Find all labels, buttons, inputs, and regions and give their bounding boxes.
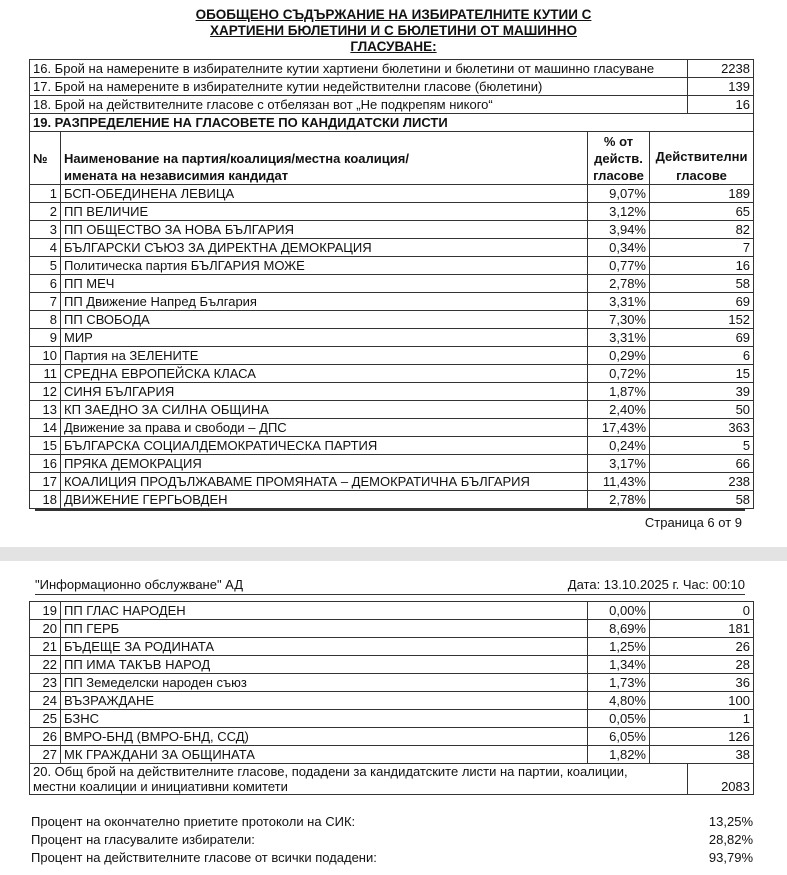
section-20-label-line2: местни коалиции и инициативни комитети xyxy=(33,779,288,794)
valid-votes: 152 xyxy=(650,311,754,329)
party-name: ДВИЖЕНИЕ ГЕРГЬОВДЕН xyxy=(61,491,588,509)
stat-value: 28,82% xyxy=(708,832,753,847)
vote-percentage: 1,87% xyxy=(588,383,650,401)
valid-votes: 189 xyxy=(650,185,754,203)
vote-percentage: 2,40% xyxy=(588,401,650,419)
vote-percentage: 4,80% xyxy=(588,692,650,710)
statistics-block xyxy=(31,813,753,867)
valid-votes: 58 xyxy=(650,275,754,293)
stat-label: Процент на гласувалите избиратели: xyxy=(31,832,255,847)
valid-votes: 1 xyxy=(650,710,754,728)
col-votes-header-line2: гласове xyxy=(676,168,727,183)
party-name: БЪДЕЩЕ ЗА РОДИНАТА xyxy=(61,638,588,656)
row-number: 3 xyxy=(30,221,61,239)
table-row xyxy=(30,656,754,674)
row-number: 27 xyxy=(30,746,61,764)
summary-label: 16. Брой на намерените в избирателните кутии хартиени бюлетини и бюлетини от машинно гласуване xyxy=(30,60,688,78)
party-name: КОАЛИЦИЯ ПРОДЪЛЖАВАМЕ ПРОМЯНАТА – ДЕМОКРАТИЧНА БЪЛГАРИЯ xyxy=(61,473,588,491)
party-name: ПП ВЕЛИЧИЕ xyxy=(61,203,588,221)
summary-value: 139 xyxy=(688,78,754,96)
row-number: 10 xyxy=(30,347,61,365)
col-name-header-line1: Наименование на партия/коалиция/местна коалиция/ xyxy=(64,151,409,166)
valid-votes: 65 xyxy=(650,203,754,221)
valid-votes: 39 xyxy=(650,383,754,401)
valid-votes: 126 xyxy=(650,728,754,746)
table-row xyxy=(30,185,754,203)
summary-table xyxy=(29,59,754,114)
report-datetime: Дата: 13.10.2025 г. Час: 00:10 xyxy=(567,577,745,592)
vote-percentage: 11,43% xyxy=(588,473,650,491)
row-number: 1 xyxy=(30,185,61,203)
stat-value: 13,25% xyxy=(708,814,753,829)
vote-percentage: 3,12% xyxy=(588,203,650,221)
party-name: КП ЗАЕДНО ЗА СИЛНА ОБЩИНА xyxy=(61,401,588,419)
party-name: ПРЯКА ДЕМОКРАЦИЯ xyxy=(61,455,588,473)
results-table-page1 xyxy=(29,113,754,509)
vote-percentage: 0,05% xyxy=(588,710,650,728)
row-number: 5 xyxy=(30,257,61,275)
vote-percentage: 1,82% xyxy=(588,746,650,764)
valid-votes: 181 xyxy=(650,620,754,638)
valid-votes: 69 xyxy=(650,293,754,311)
valid-votes: 16 xyxy=(650,257,754,275)
party-name: СРЕДНА ЕВРОПЕЙСКА КЛАСА xyxy=(61,365,588,383)
section-19-title: 19. РАЗПРЕДЕЛЕНИЕ НА ГЛАСОВЕТЕ ПО КАНДИДАТСКИ ЛИСТИ xyxy=(30,114,754,132)
party-name: ПП ГЕРБ xyxy=(61,620,588,638)
vote-percentage: 3,17% xyxy=(588,455,650,473)
summary-label: 18. Брой на действителните гласове с отбелязан вот „Не подкрепям никого“ xyxy=(30,96,688,114)
vote-percentage: 1,34% xyxy=(588,656,650,674)
page-break-band xyxy=(0,547,787,561)
party-name: ВМРО-БНД (ВМРО-БНД, ССД) xyxy=(61,728,588,746)
party-name: ПП Движение Напред България xyxy=(61,293,588,311)
valid-votes: 26 xyxy=(650,638,754,656)
col-votes-header-line1: Действителни xyxy=(655,149,748,164)
row-number: 12 xyxy=(30,383,61,401)
summary-label: 17. Брой на намерените в избирателните кутии недействителни гласове (бюлетини) xyxy=(30,78,688,96)
col-name-header xyxy=(61,132,588,185)
table-row xyxy=(30,275,754,293)
table-row xyxy=(30,437,754,455)
vote-percentage: 1,25% xyxy=(588,638,650,656)
row-number: 13 xyxy=(30,401,61,419)
summary-value: 2238 xyxy=(688,60,754,78)
vote-percentage: 0,77% xyxy=(588,257,650,275)
valid-votes: 5 xyxy=(650,437,754,455)
party-name: БЪЛГАРСКА СОЦИАЛДЕМОКРАТИЧЕСКА ПАРТИЯ xyxy=(61,437,588,455)
valid-votes: 82 xyxy=(650,221,754,239)
page-number: Страница 6 от 9 xyxy=(644,515,742,530)
party-name: ПП ОБЩЕСТВО ЗА НОВА БЪЛГАРИЯ xyxy=(61,221,588,239)
party-name: Партия на ЗЕЛЕНИТЕ xyxy=(61,347,588,365)
party-name: ПП ГЛАС НАРОДЕН xyxy=(61,602,588,620)
row-number: 16 xyxy=(30,455,61,473)
vote-percentage: 0,00% xyxy=(588,602,650,620)
row-number: 20 xyxy=(30,620,61,638)
table-row xyxy=(30,419,754,437)
vote-percentage: 3,31% xyxy=(588,329,650,347)
party-name: БЪЛГАРСКИ СЪЮЗ ЗА ДИРЕКТНА ДЕМОКРАЦИЯ xyxy=(61,239,588,257)
summary-row xyxy=(30,78,754,96)
table-row xyxy=(30,257,754,275)
row-number: 21 xyxy=(30,638,61,656)
table-row xyxy=(30,365,754,383)
stat-row xyxy=(31,831,753,849)
vote-percentage: 0,34% xyxy=(588,239,650,257)
row-number: 22 xyxy=(30,656,61,674)
row-number: 4 xyxy=(30,239,61,257)
valid-votes: 15 xyxy=(650,365,754,383)
summary-row xyxy=(30,96,754,114)
party-name: СИНЯ БЪЛГАРИЯ xyxy=(61,383,588,401)
page-footer-divider xyxy=(35,509,745,511)
valid-votes: 69 xyxy=(650,329,754,347)
title-line-2: ХАРТИЕНИ БЮЛЕТИНИ И С БЮЛЕТИНИ ОТ МАШИННО xyxy=(210,23,577,38)
row-number: 2 xyxy=(30,203,61,221)
page-header xyxy=(35,577,745,595)
party-name: ПП ИМА ТАКЪВ НАРОД xyxy=(61,656,588,674)
vote-percentage: 2,78% xyxy=(588,491,650,509)
party-name: ПП Земеделски народен съюз xyxy=(61,674,588,692)
row-number: 6 xyxy=(30,275,61,293)
row-number: 14 xyxy=(30,419,61,437)
col-pct-header-line1: % от xyxy=(603,134,634,149)
summary-value: 16 xyxy=(688,96,754,114)
col-name-header-line2: имената на независимия кандидат xyxy=(64,168,289,183)
table-row xyxy=(30,293,754,311)
row-number: 24 xyxy=(30,692,61,710)
vote-percentage: 9,07% xyxy=(588,185,650,203)
valid-votes: 238 xyxy=(650,473,754,491)
table-row xyxy=(30,329,754,347)
vote-percentage: 3,94% xyxy=(588,221,650,239)
section-20-label-line1: 20. Общ брой на действителните гласове, подадени за кандидатските листи на партии, коалиции, xyxy=(33,764,628,779)
valid-votes: 7 xyxy=(650,239,754,257)
table-row xyxy=(30,311,754,329)
stat-value: 93,79% xyxy=(708,850,753,865)
table-row xyxy=(30,674,754,692)
stat-label: Процент на действителните гласове от всички подадени: xyxy=(31,850,377,865)
vote-percentage: 1,73% xyxy=(588,674,650,692)
vote-percentage: 0,29% xyxy=(588,347,650,365)
row-number: 7 xyxy=(30,293,61,311)
valid-votes: 0 xyxy=(650,602,754,620)
table-row xyxy=(30,728,754,746)
table-row xyxy=(30,746,754,764)
row-number: 26 xyxy=(30,728,61,746)
party-name: Политическа партия БЪЛГАРИЯ МОЖЕ xyxy=(61,257,588,275)
stat-label: Процент на окончателно приетите протоколи на СИК: xyxy=(31,814,356,829)
row-number: 15 xyxy=(30,437,61,455)
section-20-row xyxy=(30,764,754,795)
col-no-header: № xyxy=(30,132,61,185)
party-name: Движение за права и свободи – ДПС xyxy=(61,419,588,437)
vote-percentage: 0,24% xyxy=(588,437,650,455)
party-name: ПП СВОБОДА xyxy=(61,311,588,329)
vote-percentage: 7,30% xyxy=(588,311,650,329)
organization-name: "Информационно обслужване" АД xyxy=(35,577,244,592)
table-row xyxy=(30,383,754,401)
table-header xyxy=(30,132,754,185)
table-row xyxy=(30,239,754,257)
row-number: 23 xyxy=(30,674,61,692)
table-row xyxy=(30,602,754,620)
col-pct-header-line2: действ. xyxy=(594,151,643,166)
col-votes-header xyxy=(650,132,754,185)
table-row xyxy=(30,473,754,491)
party-name: ПП МЕЧ xyxy=(61,275,588,293)
vote-percentage: 2,78% xyxy=(588,275,650,293)
vote-percentage: 0,72% xyxy=(588,365,650,383)
table-row xyxy=(30,692,754,710)
row-number: 25 xyxy=(30,710,61,728)
valid-votes: 100 xyxy=(650,692,754,710)
valid-votes: 6 xyxy=(650,347,754,365)
title-line-3: ГЛАСУВАНЕ: xyxy=(350,39,437,54)
vote-percentage: 8,69% xyxy=(588,620,650,638)
valid-votes: 28 xyxy=(650,656,754,674)
table-row xyxy=(30,203,754,221)
table-row xyxy=(30,710,754,728)
table-row xyxy=(30,455,754,473)
table-row xyxy=(30,638,754,656)
summary-row xyxy=(30,60,754,78)
document-title xyxy=(0,7,787,55)
valid-votes: 363 xyxy=(650,419,754,437)
valid-votes: 38 xyxy=(650,746,754,764)
table-row xyxy=(30,620,754,638)
title-line-1: ОБОБЩЕНО СЪДЪРЖАНИЕ НА ИЗБИРАТЕЛНИТЕ КУТИИ С xyxy=(195,7,592,22)
section-20-table xyxy=(29,763,754,795)
valid-votes: 50 xyxy=(650,401,754,419)
table-row xyxy=(30,347,754,365)
results-table-page2 xyxy=(29,601,754,764)
vote-percentage: 6,05% xyxy=(588,728,650,746)
section-20-label xyxy=(30,764,688,795)
row-number: 18 xyxy=(30,491,61,509)
table-row xyxy=(30,401,754,419)
row-number: 11 xyxy=(30,365,61,383)
valid-votes: 36 xyxy=(650,674,754,692)
stat-row xyxy=(31,849,753,867)
valid-votes: 66 xyxy=(650,455,754,473)
vote-percentage: 17,43% xyxy=(588,419,650,437)
party-name: БЗНС xyxy=(61,710,588,728)
stat-row xyxy=(31,813,753,831)
table-row xyxy=(30,221,754,239)
table-row xyxy=(30,491,754,509)
row-number: 8 xyxy=(30,311,61,329)
party-name: ВЪЗРАЖДАНЕ xyxy=(61,692,588,710)
party-name: МИР xyxy=(61,329,588,347)
party-name: МК ГРАЖДАНИ ЗА ОБЩИНАТА xyxy=(61,746,588,764)
valid-votes: 58 xyxy=(650,491,754,509)
vote-percentage: 3,31% xyxy=(588,293,650,311)
section-20-value: 2083 xyxy=(688,764,754,795)
party-name: БСП-ОБЕДИНЕНА ЛЕВИЦА xyxy=(61,185,588,203)
row-number: 9 xyxy=(30,329,61,347)
col-pct-header xyxy=(588,132,650,185)
row-number: 17 xyxy=(30,473,61,491)
row-number: 19 xyxy=(30,602,61,620)
col-pct-header-line3: гласове xyxy=(593,168,644,183)
